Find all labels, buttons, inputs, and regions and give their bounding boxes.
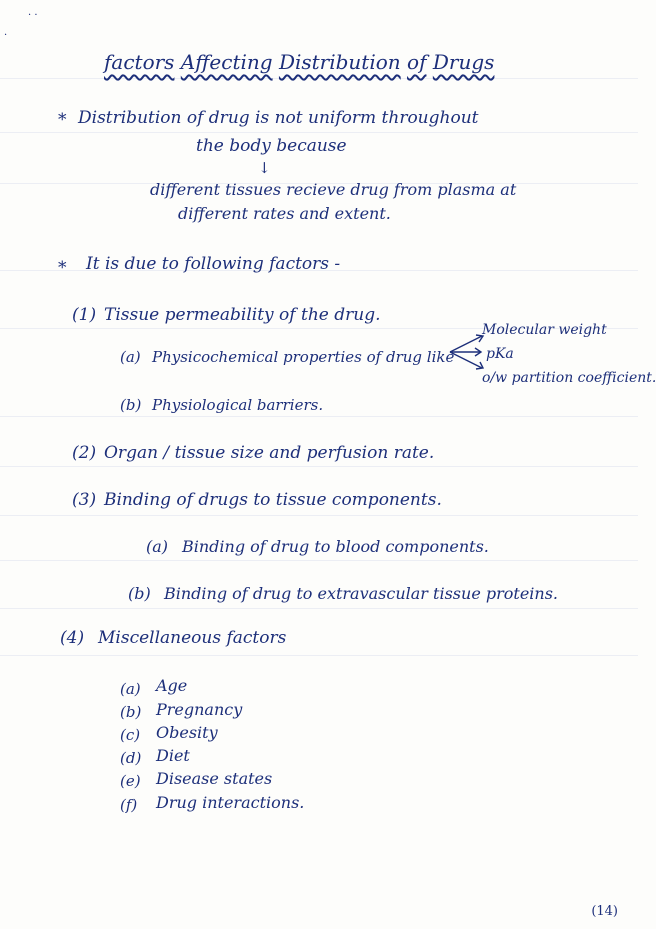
list-item-text: Obesity (156, 723, 218, 742)
notebook-rule (0, 608, 638, 609)
factor-number: (2) (72, 443, 97, 463)
intro-line-2: the body because (196, 136, 347, 156)
list-item-text: Diet (156, 746, 190, 765)
factor-text: Organ / tissue size and perfusion rate. (104, 443, 435, 463)
list-item-text: Drug interactions. (156, 793, 305, 812)
title-word: Affecting (180, 50, 273, 74)
list-item-number: (b) (120, 703, 142, 721)
factor-text: Tissue permeability of the drug. (104, 305, 381, 325)
intro-bullet: * (58, 110, 67, 130)
list-item-text: Pregnancy (156, 700, 243, 719)
sub-text: Physicochemical properties of drug like (152, 348, 455, 366)
title-word: factors (104, 50, 175, 74)
ink-dot: · · (28, 10, 38, 21)
title-word: Drugs (432, 50, 495, 74)
sub-number: (a) (146, 537, 169, 556)
factor-number: (4) (60, 628, 85, 648)
list-item-number: (f) (120, 796, 138, 814)
sub-number: (b) (128, 584, 151, 603)
list-item-text: Age (156, 676, 188, 695)
down-arrow-icon: ↓ (258, 159, 271, 177)
list-item-number: (d) (120, 749, 142, 767)
property-item: Molecular weight (482, 322, 607, 338)
list-item-text: Disease states (156, 769, 273, 788)
factor-text: Miscellaneous factors (98, 628, 287, 648)
page-title (104, 50, 494, 74)
sub-number: (b) (120, 396, 142, 414)
intro-line-1: Distribution of drug is not uniform throughout (78, 108, 479, 128)
notebook-rule (0, 132, 638, 133)
factor-number: (3) (72, 490, 97, 510)
factor-text: Binding of drugs to tissue components. (104, 490, 442, 510)
page-number: (14) (591, 904, 618, 919)
property-item: o/w partition coefficient. (482, 370, 656, 386)
sub-text: Physiological barriers. (152, 396, 324, 414)
ink-dot: · (4, 30, 8, 41)
list-item-number: (c) (120, 726, 141, 744)
list-item-number: (a) (120, 680, 141, 698)
sub-text: Binding of drug to blood components. (182, 537, 489, 556)
factor-number: (1) (72, 305, 97, 325)
factors-intro-text: It is due to following factors - (86, 254, 341, 274)
property-item: pKa (486, 346, 514, 362)
sub-text: Binding of drug to extravascular tissue proteins. (164, 584, 559, 603)
notebook-rule (0, 466, 638, 467)
intro-line-4: different rates and extent. (178, 204, 391, 223)
factors-bullet: * (58, 258, 67, 278)
intro-line-3: different tissues recieve drug from plasma at (150, 180, 517, 199)
title-word: Distribution (278, 50, 401, 74)
notebook-rule (0, 416, 638, 417)
title-word: of (407, 50, 427, 74)
sub-number: (a) (120, 348, 141, 366)
notebook-rule (0, 78, 638, 79)
notebook-rule (0, 560, 638, 561)
notebook-rule (0, 655, 638, 656)
notebook-rule (0, 515, 638, 516)
list-item-number: (e) (120, 772, 141, 790)
